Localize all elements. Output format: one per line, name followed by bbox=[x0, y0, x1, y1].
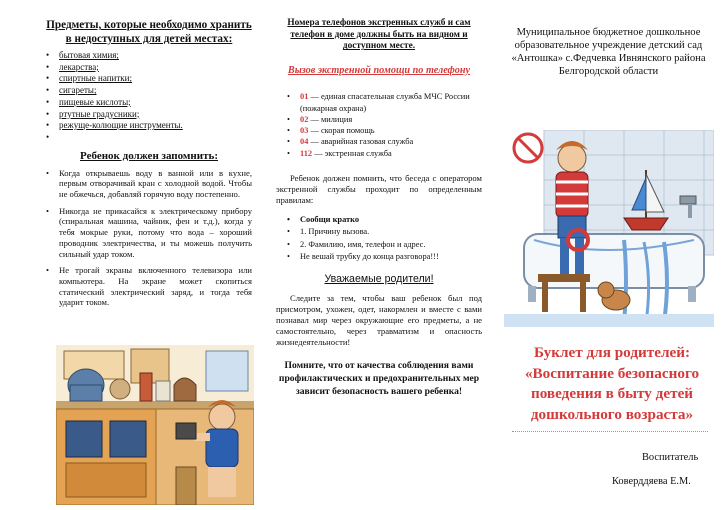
list-item-empty bbox=[59, 132, 252, 144]
rule-item: • Когда открываешь воду в ванной или в кухне, первым отворачивай кран с холодной водой. Чтобы не обжечься, добавляй горячую воду постепенно. bbox=[59, 168, 252, 200]
phone-desc: — аварийная газовая служба bbox=[308, 137, 414, 147]
phone-item bbox=[300, 136, 482, 147]
phone-number: 03 bbox=[300, 126, 309, 136]
list-item: • лекарства; bbox=[59, 62, 252, 74]
list-item: • режуще-колющие инструменты. bbox=[59, 120, 252, 132]
brief-list bbox=[276, 214, 482, 263]
storage-title: Предметы, которые необходимо хранить в недоступных для детей местах: bbox=[46, 19, 252, 45]
phone-item bbox=[300, 114, 482, 125]
list-item: • пищевые кислоты; bbox=[59, 97, 252, 109]
rule-item: • Никогда не прикасайся к электрическому прибору (спиральная машина, чайник, фен и т.д.), когда у тебя мокрые руки, потому что вода – хороший проводник электричества, и ты можешь получить сильный удар током. bbox=[59, 206, 252, 260]
middle-column bbox=[268, 0, 484, 510]
rule-item: • Не трогай экраны включенного телевизора или компьютера. На экране может скопиться статический электрический заряд, и тогда тебя ударит током. bbox=[59, 265, 252, 308]
list-item: • ртутные градусники; bbox=[59, 109, 252, 121]
list-item: • спиртные напитки; bbox=[59, 73, 252, 85]
parents-text: Следите за тем, чтобы ваш ребенок был под присмотром, ухожен, одет, накормлен и вместе с вами познавал мир через окружающие его предметы, а не самостоятельно, через травматизм и опасность жизнедеятельности! bbox=[276, 293, 482, 348]
list-item: • бытовая химия; bbox=[59, 50, 252, 62]
phone-desc: — единая спасательная служба МЧС России (пожарная охрана) bbox=[300, 92, 470, 113]
author-label: Воспитатель bbox=[642, 452, 699, 463]
phone-number: 04 bbox=[300, 137, 309, 147]
storage-list bbox=[46, 50, 252, 144]
booklet-title bbox=[508, 343, 716, 425]
phone-item bbox=[300, 125, 482, 136]
brief-item: • 2. Фамилию, имя, телефон и адрес. bbox=[300, 239, 482, 251]
phone-item bbox=[300, 91, 482, 114]
booklet-title-line1: Буклет для родителей: bbox=[533, 344, 691, 361]
brief-title: • Сообщи кратко bbox=[300, 214, 482, 226]
institution-name: Муниципальное бюджетное дошкольное образовательное учреждение детский сад «Антошка» с.Федчевка Ивнянского района Белгородской области bbox=[511, 27, 706, 77]
brief-item: • Не вешай трубку до конца разговора!!! bbox=[300, 251, 482, 263]
author-name: Коверддяева Е.М. bbox=[612, 476, 691, 487]
phone-desc: — экстренная служба bbox=[312, 148, 392, 158]
list-item: • сигареты; bbox=[59, 85, 252, 97]
operator-rules-text: Ребенок должен помнить, что беседа с оператором экстренной службы проходит по определенным правилам: bbox=[276, 173, 482, 206]
kitchen-illustration bbox=[56, 345, 254, 505]
remember-title: Ребенок должен запомнить: bbox=[80, 149, 218, 162]
phone-number: 01 bbox=[300, 92, 309, 102]
title-divider bbox=[512, 431, 708, 432]
brief-item: • 1. Причину вызова. bbox=[300, 226, 482, 238]
phone-desc: — милиция bbox=[308, 114, 353, 124]
booklet-title-line2: «Воспитание безопасного поведения в быту детей дошкольного возраста» bbox=[524, 364, 700, 423]
rules-list bbox=[46, 168, 252, 308]
phone-desc: — скорая помощь bbox=[308, 126, 375, 136]
bathroom-illustration bbox=[504, 130, 714, 327]
emergency-title: Вызов экстренной помощи по телефону bbox=[287, 64, 471, 76]
phones-notice: Номера телефонов экстренных служб и сам телефон в доме должны быть на видном и доступном месте. bbox=[287, 18, 471, 52]
phone-number: 02 bbox=[300, 114, 309, 124]
parents-title: Уважаемые родители! bbox=[324, 273, 434, 286]
phone-number: 112 bbox=[300, 148, 313, 158]
phones-list bbox=[276, 91, 482, 159]
closing-text: Помните, что от качества соблюдения вами профилактических и предохранительных мер зависит безопасность вашего ребенка! bbox=[278, 360, 480, 397]
phone-item bbox=[300, 148, 482, 159]
